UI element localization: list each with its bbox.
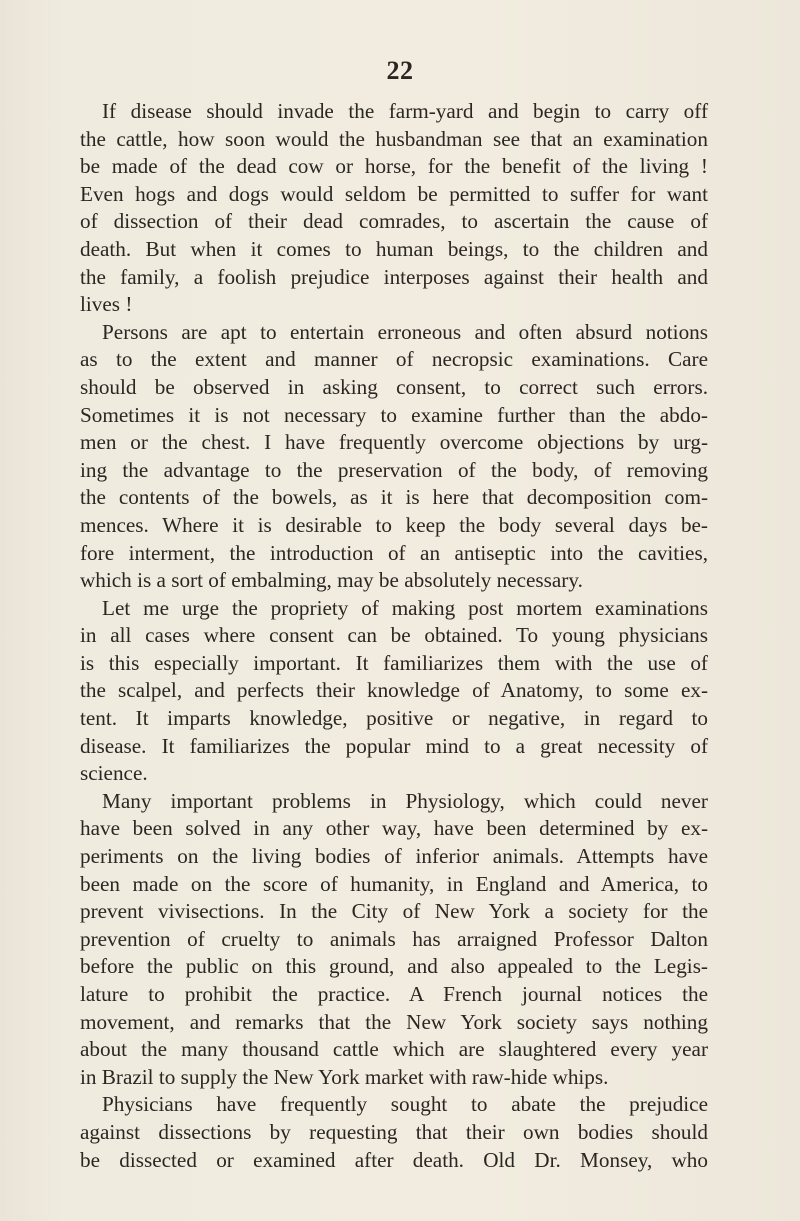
body-text: [80, 98, 708, 1174]
paragraph: [80, 98, 708, 319]
text-line: Physicians have frequently sought to abate the prejudice: [102, 1092, 708, 1117]
text-line: the scalpel, and perfects their knowledge of Anatomy, to some ex-: [80, 678, 708, 703]
text-line: ing the advantage to the preservation of the body, of removing: [80, 457, 708, 482]
text-line: Sometimes it is not necessary to examine further than the abdo-: [80, 402, 708, 427]
text-line: have been solved in any other way, have been determined by ex-: [80, 816, 708, 841]
text-line: which is a sort of embalming, may be absolutely necessary.: [80, 568, 583, 593]
text-line: is this especially important. It familiarizes them with the use of: [80, 650, 708, 675]
text-line: Many important problems in Physiology, which could never: [102, 788, 708, 813]
text-line: movement, and remarks that the New York society says nothing: [80, 1009, 708, 1034]
text-line: science.: [80, 761, 148, 786]
page-number: 22: [386, 56, 414, 85]
text-line: been made on the score of humanity, in England and America, to: [80, 871, 708, 896]
text-line: Even hogs and dogs would seldom be permitted to suffer for want: [80, 181, 708, 206]
text-line: tent. It imparts knowledge, positive or negative, in regard to: [80, 706, 708, 731]
text-line: fore interment, the introduction of an antiseptic into the cavities,: [80, 540, 708, 565]
text-line: prevent vivisections. In the City of New York a society for the: [80, 899, 708, 924]
paragraph: [80, 319, 708, 595]
text-line: in all cases where consent can be obtained. To young physicians: [80, 623, 708, 648]
text-line: death. But when it comes to human beings, to the children and: [80, 236, 708, 261]
text-line: the family, a foolish prejudice interposes against their health and: [80, 264, 708, 289]
text-line: in Brazil to supply the New York market with raw-hide whips.: [80, 1064, 609, 1089]
text-line: lives !: [80, 292, 133, 317]
text-line: men or the chest. I have frequently overcome objections by urg-: [80, 430, 708, 455]
text-line: be made of the dead cow or horse, for the benefit of the living !: [80, 154, 708, 179]
text-line: periments on the living bodies of inferior animals. Attempts have: [80, 844, 708, 869]
text-line: before the public on this ground, and also appealed to the Legis-: [80, 954, 708, 979]
text-line: disease. It familiarizes the popular mind to a great necessity of: [80, 733, 708, 758]
text-line: about the many thousand cattle which are slaughtered every year: [80, 1037, 708, 1062]
text-line: Persons are apt to entertain erroneous and often absurd notions: [102, 319, 708, 344]
text-line: against dissections by requesting that their own bodies should: [80, 1119, 708, 1144]
paragraph: [80, 595, 708, 788]
text-line: mences. Where it is desirable to keep the body several days be-: [80, 512, 708, 537]
text-line: as to the extent and manner of necropsic examinations. Care: [80, 347, 708, 372]
text-line: the contents of the bowels, as it is here that decomposition com-: [80, 485, 708, 510]
text-line: Let me urge the propriety of making post mortem examinations: [102, 595, 708, 620]
paragraph: [80, 1091, 708, 1174]
paragraph: [80, 788, 708, 1092]
text-line: the cattle, how soon would the husbandman see that an examination: [80, 126, 708, 151]
text-line: If disease should invade the farm-yard and begin to carry off: [102, 99, 708, 123]
text-line: prevention of cruelty to animals has arraigned Professor Dalton: [80, 926, 708, 951]
text-line: lature to prohibit the practice. A French journal notices the: [80, 982, 708, 1006]
text-line: be dissected or examined after death. Old Dr. Monsey, who: [80, 1147, 708, 1172]
text-line: should be observed in asking consent, to correct such errors.: [80, 374, 708, 399]
text-line: of dissection of their dead comrades, to ascertain the cause of: [80, 209, 708, 234]
